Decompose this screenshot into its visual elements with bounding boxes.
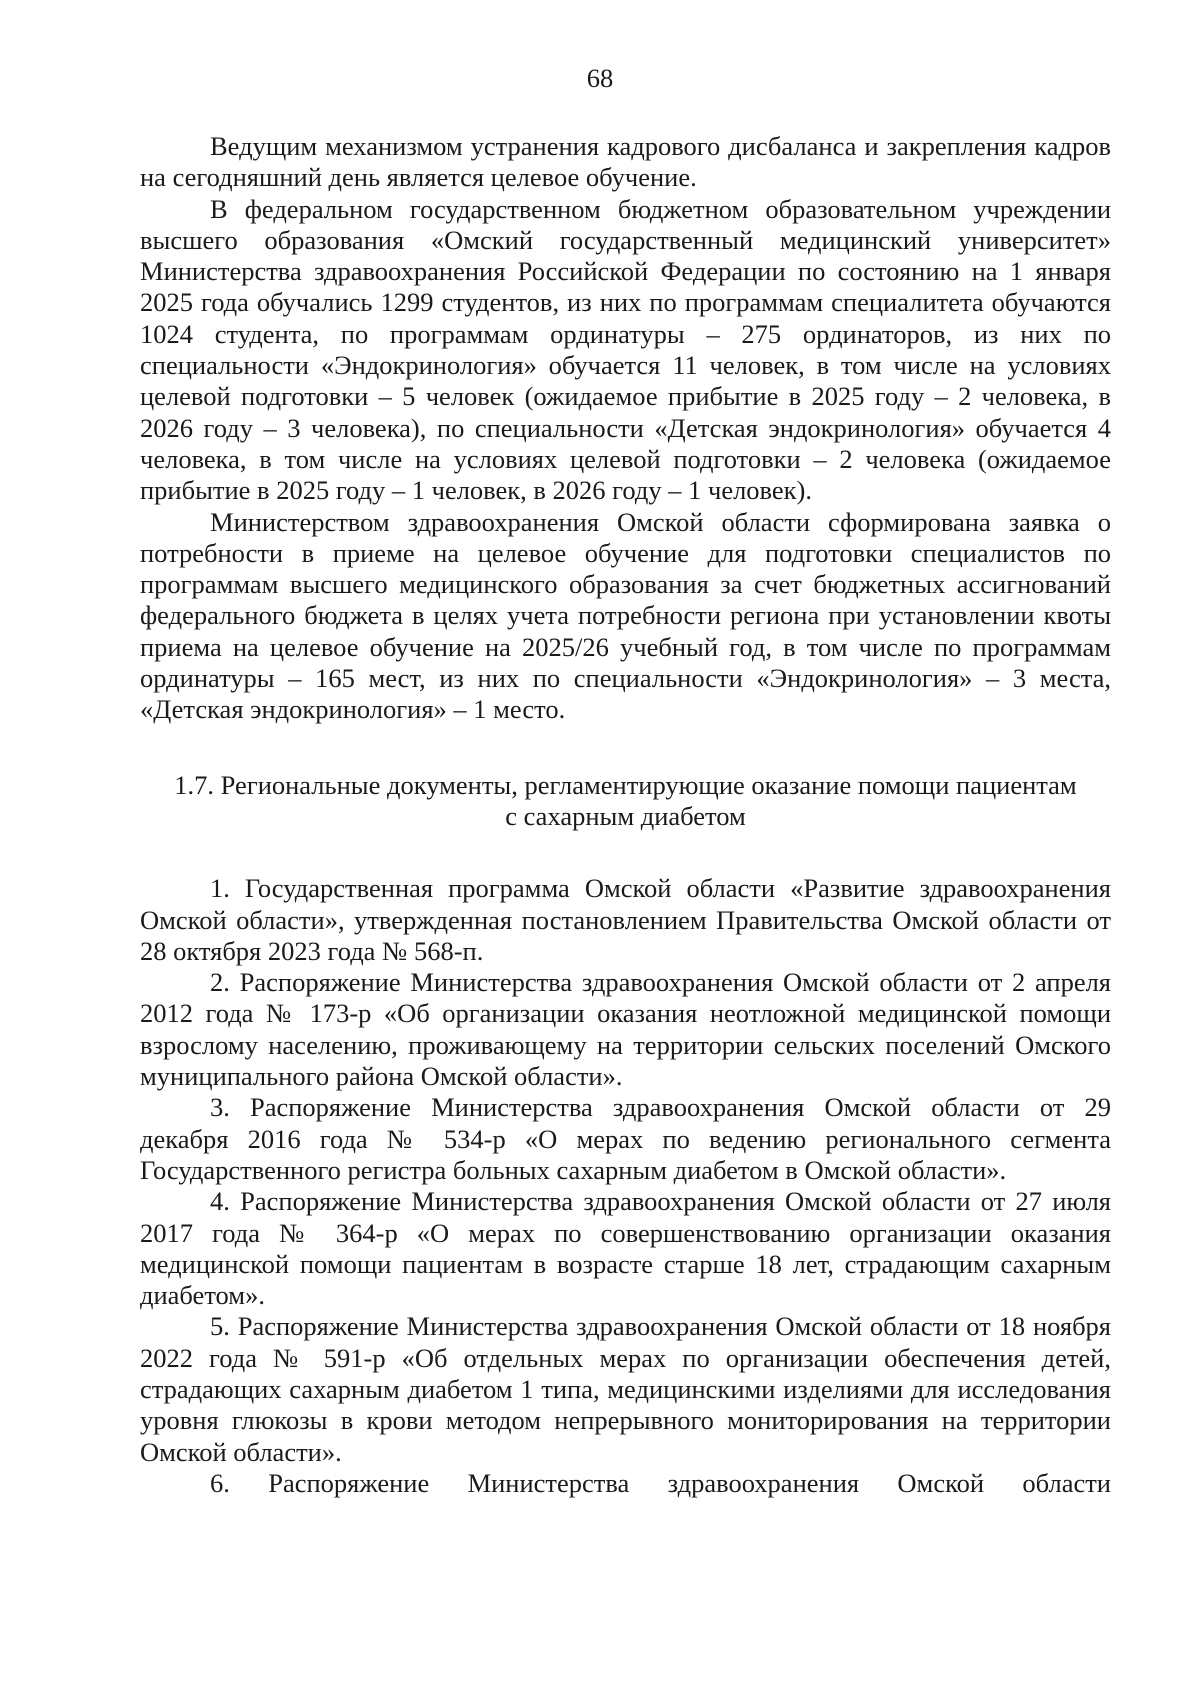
section-heading <box>140 770 1111 833</box>
paragraph-university-students: В федеральном государственном бюджетном образовательном учреждении высшего образования «Омский государственный медицинский университет» Министерства здравоохранения Российской Федерации по состоянию на 1 января 2025 года обучались 1299 студентов, из них по программам специалитета обучаются 1024 студента, по программам ординатуры – 275 ординаторов, из них по специальности «Эндокринология» обучается 11 человек, в том числе на условиях целевой подготовки – 5 человек (ожидаемое прибытие в 2025 году – 2 человека, в 2026 году – 3 человека), по специальности «Детская эндокринология» обучается 4 человека, в том числе на условиях целевой подготовки – 2 человека (ожидаемое прибытие в 2025 году – 1 человек, в 2026 году – 1 человек). <box>140 193 1111 506</box>
document-item-4: 4. Распоряжение Министерства здравоохранения Омской области от 27 июля 2017 года № 364-р «О мерах по совершенствованию организации оказания медицинской помощи пациентам в возрасте старше 18 лет, страдающим сахарным диабетом». <box>140 1186 1111 1311</box>
section-heading-line-2: с сахарным диабетом <box>505 800 746 831</box>
document-item-1: 1. Государственная программа Омской области «Развитие здравоохранения Омской области», утвержденная постановлением Правительства Омской области от 28 октября 2023 года № 568-п. <box>140 873 1111 966</box>
paragraph-targeted-training: Ведущим механизмом устранения кадрового дисбаланса и закрепления кадров на сегодняшний день является целевое обучение. <box>140 131 1111 193</box>
page-number: 68 <box>586 63 614 93</box>
paragraph-ministry-request: Министерством здравоохранения Омской области сформирована заявка о потребности в приеме на целевое обучение для подготовки специалистов по программам высшего медицинского образования за счет бюджетных ассигнований федерального бюджета в целях учета потребности региона при установлении квоты приема на целевое обучение на 2025/26 учебный год, в том числе по программам ординатуры – 165 мест, из них по специальности «Эндокринология» – 3 места, «Детская эндокринология» – 1 место. <box>140 506 1111 725</box>
document-item-2: 2. Распоряжение Министерства здравоохранения Омской области от 2 апреля 2012 года № 173-р «Об организации оказания неотложной медицинской помощи взрослому населению, проживающему на территории сельских поселений Омского муниципального района Омской области». <box>140 967 1111 1092</box>
section-heading-line-1: 1.7. Региональные документы, регламентирующие оказание помощи пациентам <box>174 769 1077 800</box>
document-item-3: 3. Распоряжение Министерства здравоохранения Омской области от 29 декабря 2016 года № 534-р «О мерах по ведению регионального сегмента Государственного регистра больных сахарным диабетом в Омской области». <box>140 1092 1111 1185</box>
document-item-6: 6. Распоряжение Министерства здравоохранения Омской области <box>210 1467 1111 1498</box>
document-item-5: 5. Распоряжение Министерства здравоохранения Омской области от 18 ноября 2022 года № 591-р «Об отдельных мерах по организации обеспечения детей, страдающих сахарным диабетом 1 типа, медицинскими изделиями для исследования уровня глюкозы в крови методом непрерывного мониторирования на территории Омской области». <box>140 1311 1111 1467</box>
page-body <box>140 131 1111 1499</box>
